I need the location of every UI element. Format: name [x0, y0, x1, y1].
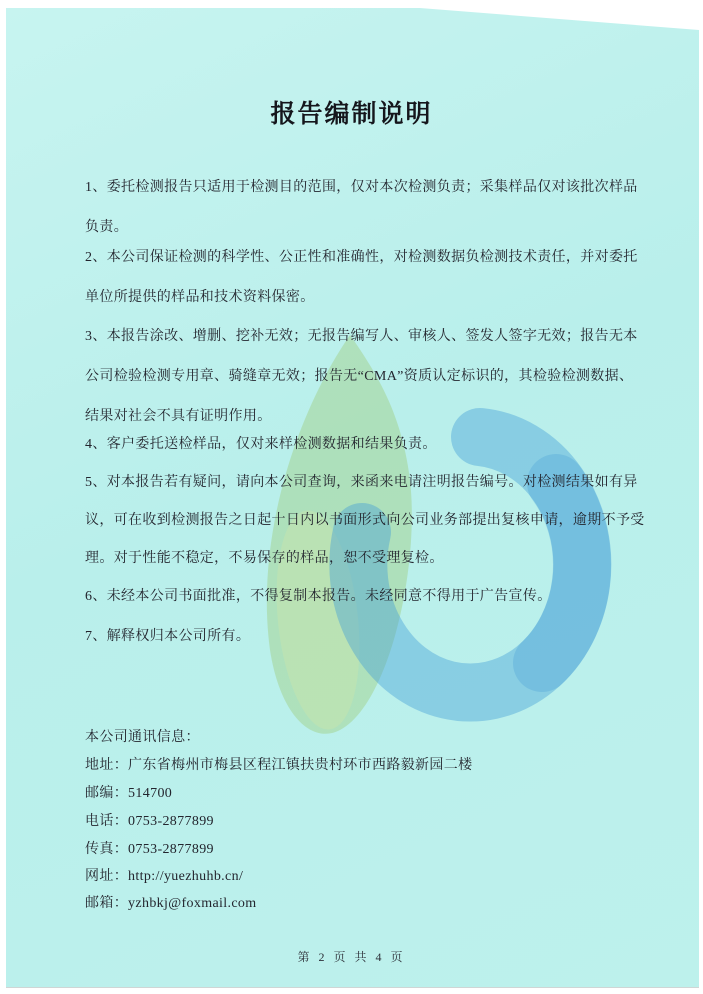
- note-p1-line1: 1、委托检测报告只适用于检测目的范围，仅对本次检测负责；采集样品仅对该批次样品: [85, 180, 638, 195]
- contact-address-line: 地址：广东省梅州市梅县区程江镇扶贵村环市西路毅新园二楼: [85, 758, 473, 773]
- note-p3-line3: 结果对社会不具有证明作用。: [85, 409, 272, 424]
- report-title: 报告编制说明: [270, 101, 433, 128]
- contact-phone-line: 电话：0753-2877899: [85, 814, 214, 829]
- note-p3-line2: 公司检验检测专用章、骑缝章无效；报告无“CMA”资质认定标识的，其检验检测数据、: [85, 369, 634, 384]
- note-p5-line2: 议，可在收到检测报告之日起十日内以书面形式向公司业务部提出复核申请，逾期不予受: [85, 513, 645, 528]
- note-p5-line1: 5、对本报告若有疑问，请向本公司查询，来函来电请注明报告编号。对检测结果如有异: [85, 475, 638, 490]
- note-p5-line3: 理。对于性能不稳定，不易保存的样品，恕不受理复检。: [85, 551, 444, 566]
- note-p1-line2: 负责。: [85, 220, 129, 235]
- contact-postcode-line: 邮编：514700: [85, 786, 173, 801]
- contact-header: 本公司通讯信息：: [85, 730, 200, 745]
- note-p2-line2: 单位所提供的样品和技术资料保密。: [85, 290, 315, 305]
- contact-fax-line: 传真：0753-2877899: [85, 842, 214, 857]
- note-p7-line1: 7、解释权归本公司所有。: [85, 629, 251, 644]
- contact-email-line: 邮箱：yzhbkj@foxmail.com: [85, 896, 257, 911]
- scan-edge-shadow: [6, 987, 699, 988]
- note-p2-line1: 2、本公司保证检测的科学性、公正性和准确性，对检测数据负检测技术责任，并对委托: [85, 250, 638, 265]
- note-p4-line1: 4、客户委托送检样品，仅对来样检测数据和结果负责。: [85, 437, 437, 452]
- note-p3-line1: 3、本报告涂改、增删、挖补无效；无报告编写人、审核人、签发人签字无效；报告无本: [85, 329, 638, 344]
- note-p6-line1: 6、未经本公司书面批准，不得复制本报告。未经同意不得用于广告宣传。: [85, 589, 552, 604]
- contact-website-line: 网址：http://yuezhuhb.cn/: [85, 869, 244, 884]
- page-number-indicator: 第 2 页 共 4 页: [297, 950, 406, 964]
